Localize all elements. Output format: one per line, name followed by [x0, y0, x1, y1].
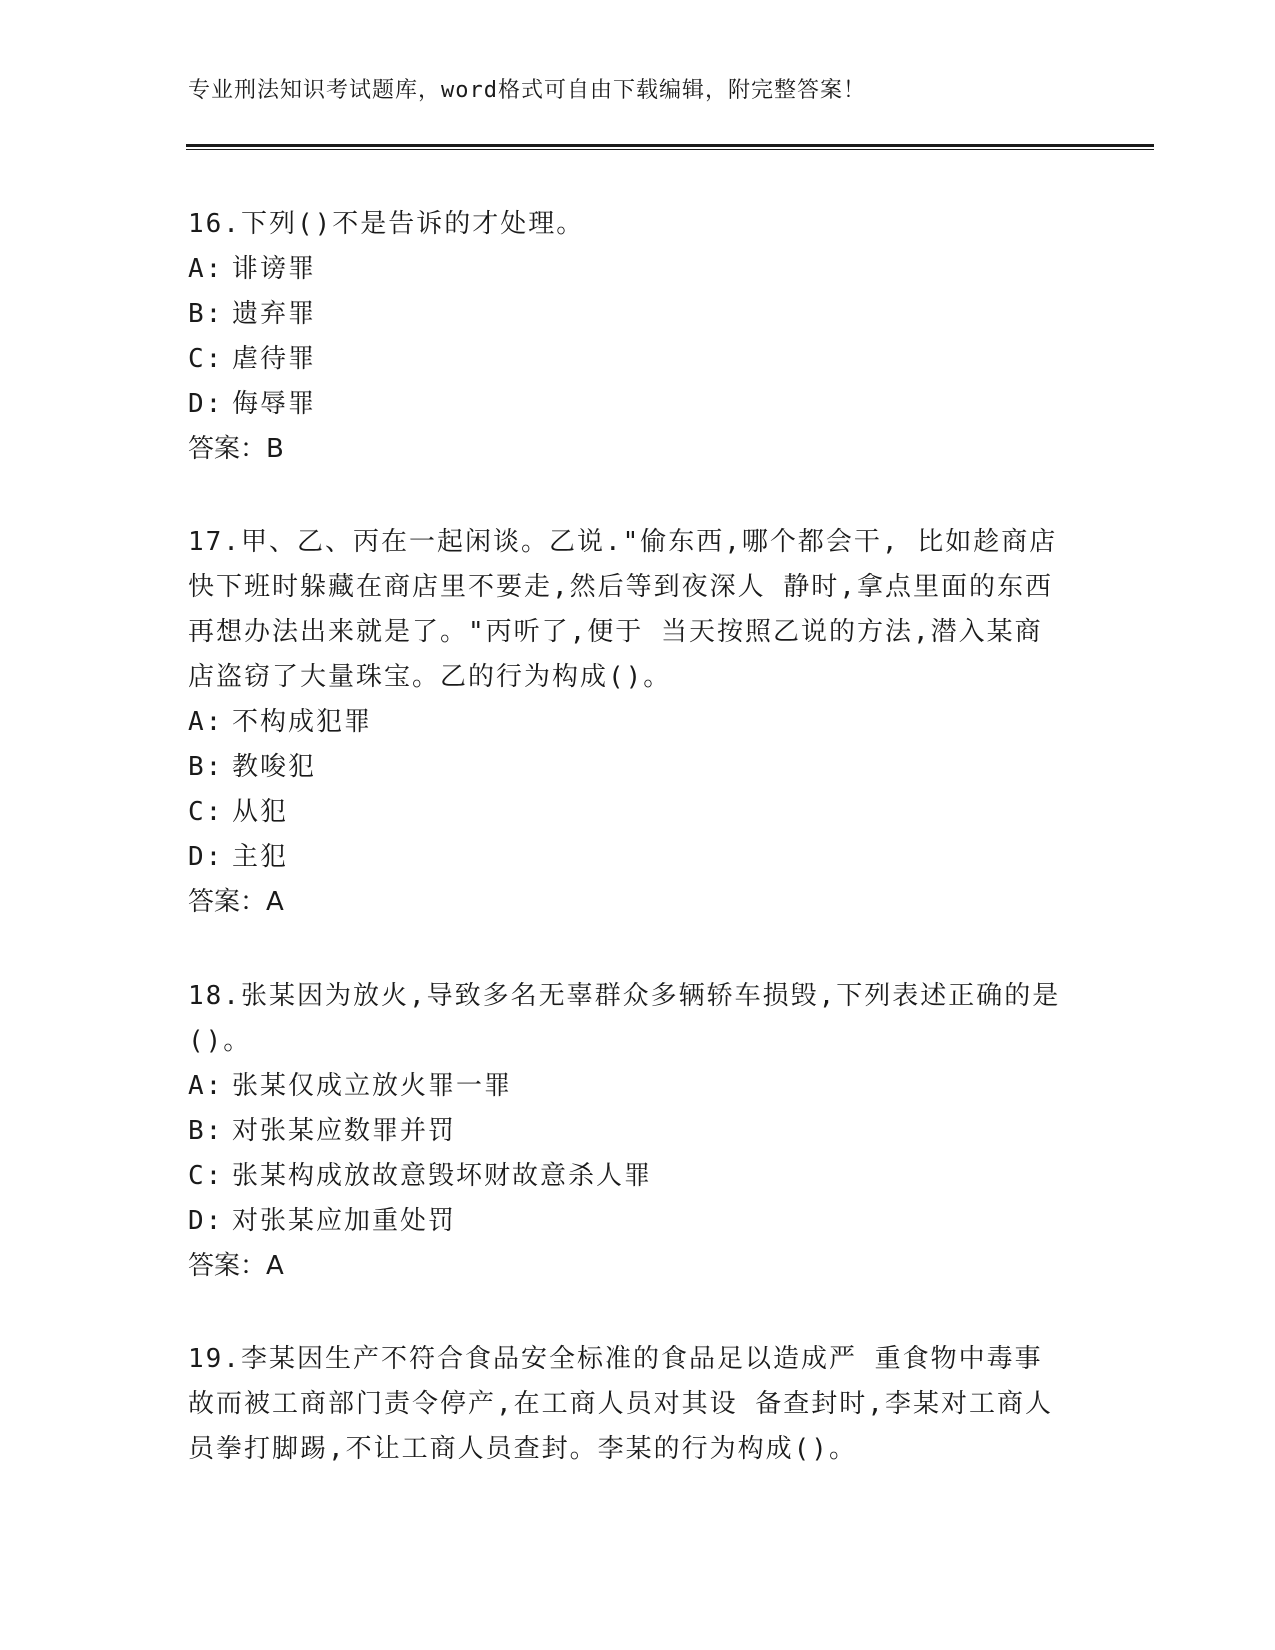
header-divider [186, 144, 1154, 150]
option-b [188, 745, 1088, 790]
option-a [188, 1064, 1088, 1109]
option-key: C: [188, 1161, 224, 1191]
option-text: 张某构成放故意毁坏财故意杀人罪 [232, 1161, 653, 1191]
question-stem-line: 17.甲、乙、丙在一起闲谈。乙说."偷东西,哪个都会干, 比如趁商店 [188, 527, 1058, 557]
option-text: 主犯 [232, 842, 289, 872]
option-c [188, 337, 1088, 382]
question-stem-line: 店盗窃了大量珠宝。乙的行为构成()。 [188, 662, 672, 692]
option-text: 张某仅成立放火罪一罪 [232, 1071, 513, 1101]
option-key: D: [188, 389, 224, 419]
option-key: A: [188, 254, 224, 284]
answer-line: 答案：A [188, 887, 284, 917]
option-text: 侮辱罪 [232, 389, 317, 419]
option-key: A: [188, 1071, 224, 1101]
answer-line: 答案：B [188, 434, 284, 464]
question-17 [188, 520, 1088, 925]
option-text: 不构成犯罪 [232, 707, 373, 737]
option-key: D: [188, 1206, 224, 1236]
option-text: 遗弃罪 [232, 299, 317, 329]
question-stem-line: 再想办法出来就是了。"丙听了,便于 当天按照乙说的方法,潜入某商 [188, 617, 1043, 647]
option-b [188, 1109, 1088, 1154]
option-c [188, 790, 1088, 835]
option-d [188, 835, 1088, 880]
option-key: D: [188, 842, 224, 872]
question-stem-line: 故而被工商部门责令停产,在工商人员对其设 备查封时,李某对工商人 [188, 1389, 1053, 1419]
question-stem-line: 19.李某因生产不符合食品安全标准的食品足以造成严 重食物中毒事 [188, 1344, 1043, 1374]
option-key: B: [188, 299, 224, 329]
question-stem: 16.下列()不是告诉的才处理。 [188, 209, 585, 239]
page-header: 专业刑法知识考试题库，word格式可自由下载编辑，附完整答案！ [188, 78, 866, 103]
option-key: C: [188, 797, 224, 827]
option-a [188, 247, 1088, 292]
option-c [188, 1154, 1088, 1199]
question-stem-line: 快下班时躲藏在商店里不要走,然后等到夜深人 静时,拿点里面的东西 [188, 572, 1053, 602]
option-text: 对张某应加重处罚 [232, 1206, 457, 1236]
option-text: 教唆犯 [232, 752, 317, 782]
question-stem-line: 18.张某因为放火,导致多名无辜群众多辆轿车损毁,下列表述正确的是 [188, 981, 1061, 1011]
option-key: B: [188, 1116, 224, 1146]
question-stem-line: 员拳打脚踢,不让工商人员查封。李某的行为构成()。 [188, 1434, 857, 1464]
option-b [188, 292, 1088, 337]
option-d [188, 382, 1088, 427]
option-text: 诽谤罪 [232, 254, 317, 284]
question-18 [188, 974, 1088, 1289]
option-a [188, 700, 1088, 745]
option-key: A: [188, 707, 224, 737]
option-d [188, 1199, 1088, 1244]
question-19 [188, 1337, 1088, 1472]
answer-line: 答案：A [188, 1251, 284, 1281]
option-text: 对张某应数罪并罚 [232, 1116, 457, 1146]
option-text: 从犯 [232, 797, 289, 827]
option-text: 虐待罪 [232, 344, 317, 374]
option-key: B: [188, 752, 224, 782]
option-key: C: [188, 344, 224, 374]
question-stem-line: ()。 [188, 1026, 252, 1056]
question-16 [188, 202, 1088, 472]
